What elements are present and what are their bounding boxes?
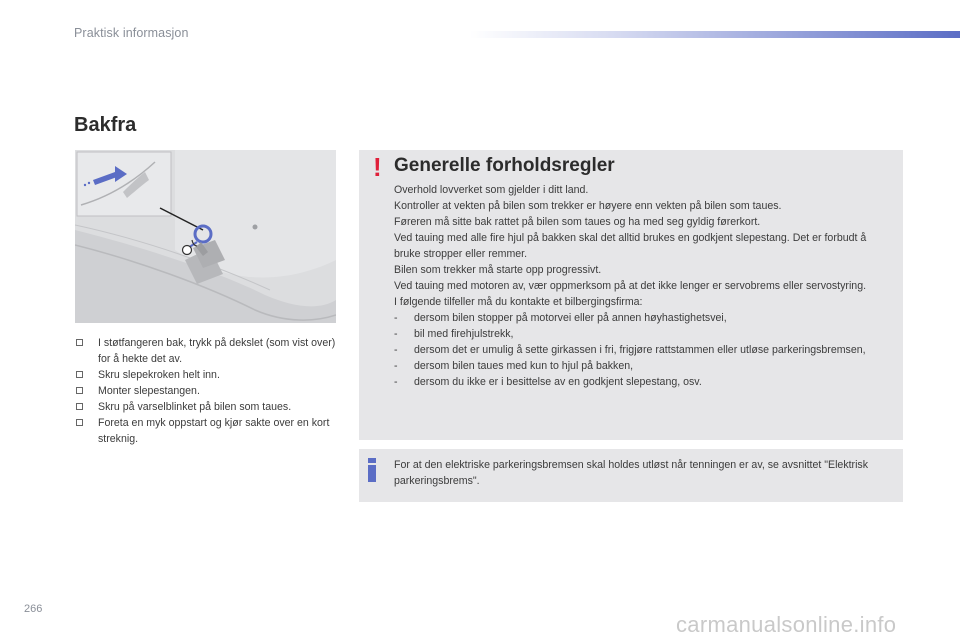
list-item: - dersom du ikke er i besittelse av en godkjent slepestang, osv. — [394, 376, 702, 388]
warning-line: Overhold lovverket som gjelder i ditt land. — [394, 184, 589, 196]
warning-line: Ved tauing med alle fire hjul på bakken skal det alltid brukes en godkjent slepestang. Det er forbudt å bruke stropper eller remmer. — [394, 232, 867, 260]
exclamation-icon: ! — [373, 152, 382, 182]
towing-steps-list — [76, 335, 338, 447]
warning-line: I følgende tilfeller må du kontakte et bilbergingsfirma: — [394, 296, 643, 308]
dash-bullet-icon: - — [394, 376, 398, 388]
dash-bullet-icon: - — [394, 328, 398, 340]
warning-line: Føreren må sitte bak rattet på bilen som taues og ha med seg gyldig førerkort. — [394, 216, 761, 228]
warning-line: Ved tauing med motoren av, vær oppmerksom på at det ikke lenger er servobrems eller servostyring. — [394, 280, 867, 292]
list-item: - dersom bilen stopper på motorvei eller på annen høyhastighetsvei, — [394, 312, 727, 324]
checkbox-bullet-icon — [76, 387, 83, 394]
checkbox-bullet-icon — [76, 371, 83, 378]
info-icon — [368, 458, 376, 482]
section-title: Bakfra — [74, 114, 137, 136]
list-item: - bil med firehjulstrekk, — [394, 328, 514, 340]
rear-bumper-drawing — [75, 150, 336, 323]
warning-title: Generelle forholdsregler — [394, 155, 615, 176]
list-item: - dersom det er umulig å sette girkassen i fri, frigjøre rattstammen eller utløse parkeringsbremsen, — [394, 344, 866, 356]
rear-towing-illustration — [75, 150, 336, 323]
warning-line: Bilen som trekker må starte opp progressivt. — [394, 264, 602, 276]
list-item: Skru slepekroken helt inn. — [76, 367, 338, 383]
header-section-label: Praktisk informasjon — [74, 26, 189, 40]
page-number: 266 — [24, 603, 43, 615]
dash-bullet-icon: - — [394, 360, 398, 372]
dash-bullet-icon: - — [394, 344, 398, 356]
warning-line: Kontroller at vekten på bilen som trekker er høyere enn vekten på bilen som taues. — [394, 200, 782, 212]
list-item: - dersom bilen taues med kun to hjul på bakken, — [394, 360, 634, 372]
warning-body — [394, 182, 894, 390]
header-accent-bar — [470, 31, 960, 38]
watermark: carmanualsonline.info — [676, 612, 897, 637]
checkbox-bullet-icon — [76, 339, 83, 346]
list-item: Skru på varselblinket på bilen som taues. — [76, 399, 338, 415]
checkbox-bullet-icon — [76, 403, 83, 410]
dash-bullet-icon: - — [394, 312, 398, 324]
checkbox-bullet-icon — [76, 419, 83, 426]
list-item: Monter slepestangen. — [76, 383, 338, 399]
info-text: For at den elektriske parkeringsbremsen skal holdes utløst når tenningen er av, se avsnittet "Elektrisk parkeringsbrems". — [394, 459, 869, 487]
list-item: I støtfangeren bak, trykk på dekslet (som vist over) for å hekte det av. — [76, 335, 338, 367]
list-item: Foreta en myk oppstart og kjør sakte over en kort streknig. — [76, 415, 338, 447]
